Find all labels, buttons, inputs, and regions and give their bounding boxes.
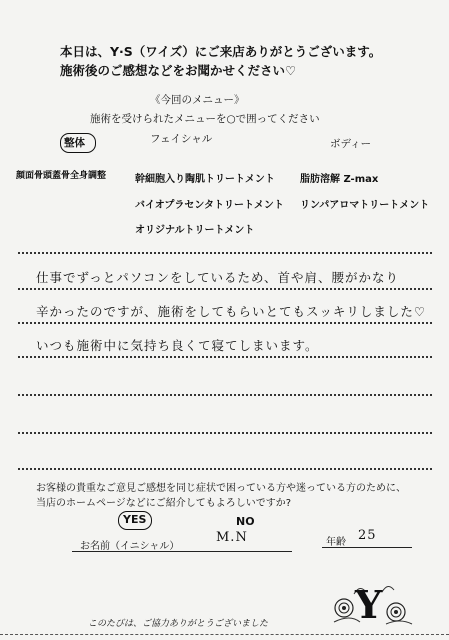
name-value: M.N [216, 530, 248, 545]
header-line-2: 施術後のご感想などをお聞かせください♡ [60, 63, 297, 78]
footer-thanks: このたびは、ご協力ありがとうございました [88, 619, 269, 629]
menu-item-body-2: リンパアロマトリートメント [300, 200, 430, 211]
age-value: 25 [358, 528, 377, 543]
menu-item-facial-2: バイオプラセンタトリートメント [135, 200, 284, 211]
writing-line [18, 356, 432, 358]
menu-item-seitai: 顔面骨頭蓋骨全身調整 [16, 171, 107, 181]
menu-item-facial-3: オリジナルトリートメント [135, 225, 255, 236]
comment-line-2: 辛かったのですが、施術をしてもらいとてもスッキリしました♡ [36, 304, 427, 319]
category-facial: フェイシャル [150, 133, 213, 145]
header-line-1: 本日は、Y·S（ワイズ）にご来店ありがとうございます。 [60, 44, 382, 59]
age-label: 年齢 [326, 537, 346, 548]
consent-line-2: 当店のホームページなどにご紹介してもよろしいですか? [36, 498, 292, 509]
name-label: お名前（イニシャル） [80, 541, 180, 552]
menu-item-facial-1: 幹細胞入り陶肌トリートメント [135, 174, 275, 185]
menu-item-body-1: 脂肪溶解 Z-max [300, 174, 379, 185]
no-option: NO [236, 515, 255, 528]
comment-line-1: 仕事でずっとパソコンをしているため、首や肩、腰がかなり [36, 270, 400, 285]
menu-title: 《今回のメニュー》 [150, 94, 245, 106]
menu-instruction: 施術を受けられたメニューを○で囲ってください [90, 113, 320, 125]
writing-line [18, 322, 432, 324]
writing-line [18, 432, 432, 434]
logo-letter: Y [355, 582, 383, 627]
bottom-cut-line [0, 634, 449, 635]
comment-line-3: いつも施術中に気持ち良くて寝てしまいます。 [36, 338, 319, 353]
consent-line-1: お客様の貴重なご意見ご感想を同じ症状で困っている方や迷っている方のために、 [36, 483, 406, 494]
age-underline [322, 547, 412, 548]
category-seitai: 整体 [64, 137, 85, 149]
name-underline [72, 551, 292, 552]
writing-line [18, 468, 432, 470]
yes-option: YES [123, 513, 147, 526]
writing-line [18, 394, 432, 396]
writing-line [18, 288, 432, 290]
category-body: ボディー [330, 138, 372, 150]
writing-line [18, 252, 432, 254]
